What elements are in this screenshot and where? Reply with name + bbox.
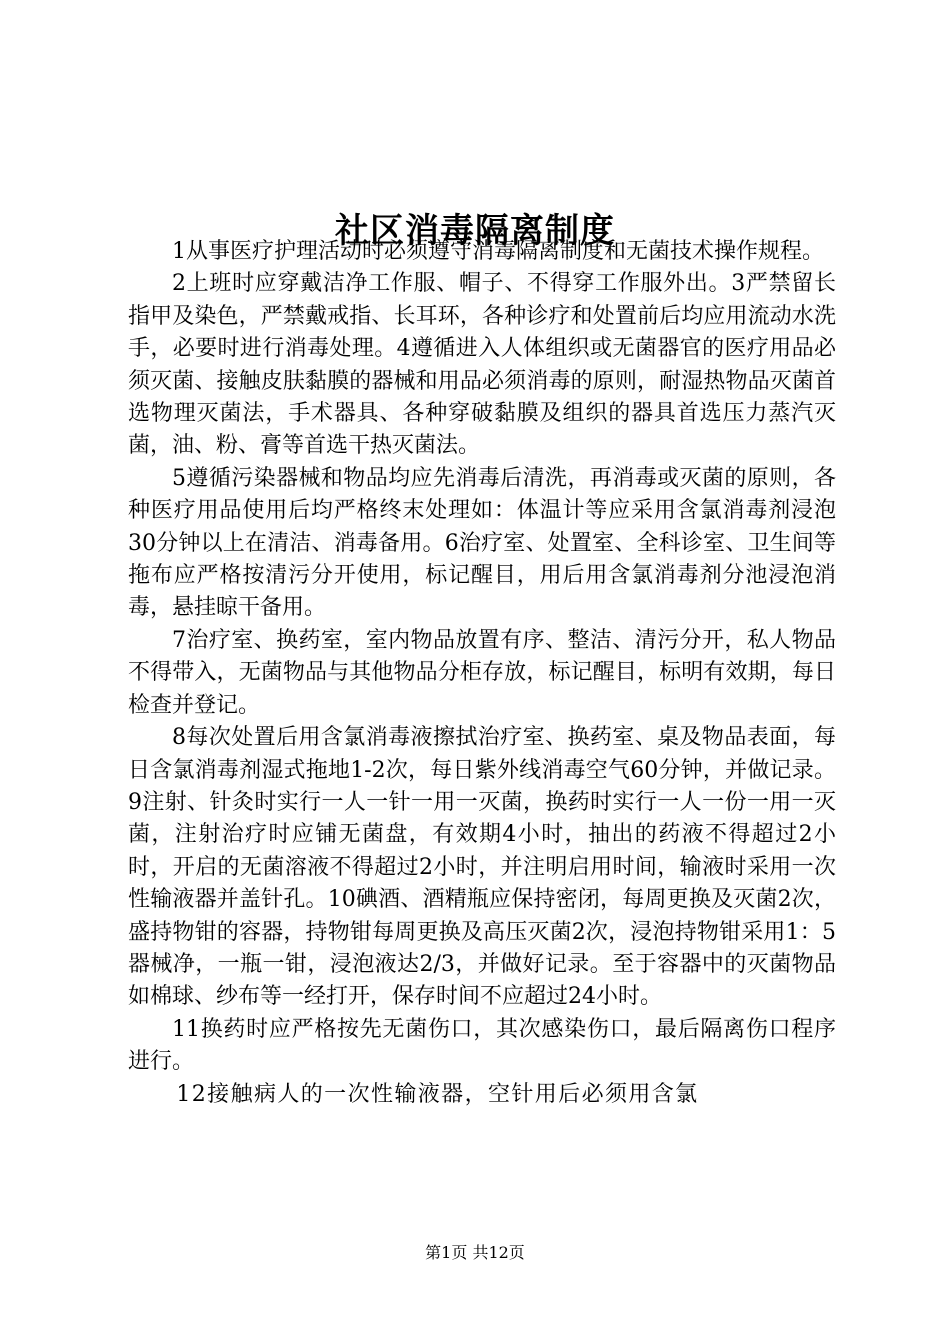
document-body [128, 236, 836, 1111]
paragraph-3: 5遵循污染器械和物品均应先消毒后清洗，再消毒或灭菌的原则，各种医疗用品使用后均严格终末处理如：体温计等应采用含氯消毒剂浸泡30分钟以上在清洁、消毒备用。6治疗室、处置室、全科诊室、卫生间等拖布应严格按清污分开使用，标记醒目，用后用含氯消毒剂分池浸泡消毒，悬挂晾干备用。 [128, 465, 836, 621]
paragraph-7: 12接触病人的一次性输液器，空针用后必须用含氯 [176, 1081, 699, 1107]
paragraph-5: 8每次处置后用含氯消毒液擦拭治疗室、换药室、桌及物品表面，每日含氯消毒剂湿式拖地1-2次，每日紫外线消毒空气60分钟，并做记录。9注射、针灸时实行一人一针一用一灭菌，换药时实行一人一份一用一灭菌，注射治疗时应铺无菌盘，有效期4小时，抽出的药液不得超过2小时，开启的无菌溶液不得超过2小时，并注明启用时间，输液时采用一次性输液器并盖针孔。10碘酒、酒精瓶应保持密闭，每周更换及灭菌2次，盛持物钳的容器，持物钳每周更换及高压灭菌2次，浸泡持物钳采用1：5器械净，一瓶一钳，浸泡液达2/3，并做好记录。至于容器中的灭菌物品如棉球、纱布等一经打开，保存时间不应超过24小时。 [128, 725, 836, 1010]
page-footer: 第1页 共12页 [425, 1243, 525, 1262]
paragraph-6: 11换药时应严格按先无菌伤口，其次感染伤口，最后隔离伤口程序进行。 [128, 1016, 836, 1075]
paragraph-2: 2上班时应穿戴洁净工作服、帽子、不得穿工作服外出。3严禁留长指甲及染色，严禁戴戒指、长耳环，各种诊疗和处置前后均应用流动水洗手，必要时进行消毒处理。4遵循进入人体组织或无菌器官的医疗用品必须灭菌、接触皮肤黏膜的器械和用品必须消毒的原则，耐湿热物品灭菌首选物理灭菌法，手术器具、各种穿破黏膜及组织的器具首选压力蒸汽灭菌，油、粉、膏等首选干热灭菌法。 [128, 271, 836, 459]
paragraph-1: 1从事医疗护理活动时必须遵守消毒隔离制度和无菌技术操作规程。 [172, 239, 824, 264]
paragraph-4: 7治疗室、换药室，室内物品放置有序、整洁、清污分开，私人物品不得带入，无菌物品与其他物品分柜存放，标记醒目，标明有效期，每日检查并登记。 [128, 627, 836, 718]
document-title: 社区消毒隔离制度 [335, 210, 615, 251]
